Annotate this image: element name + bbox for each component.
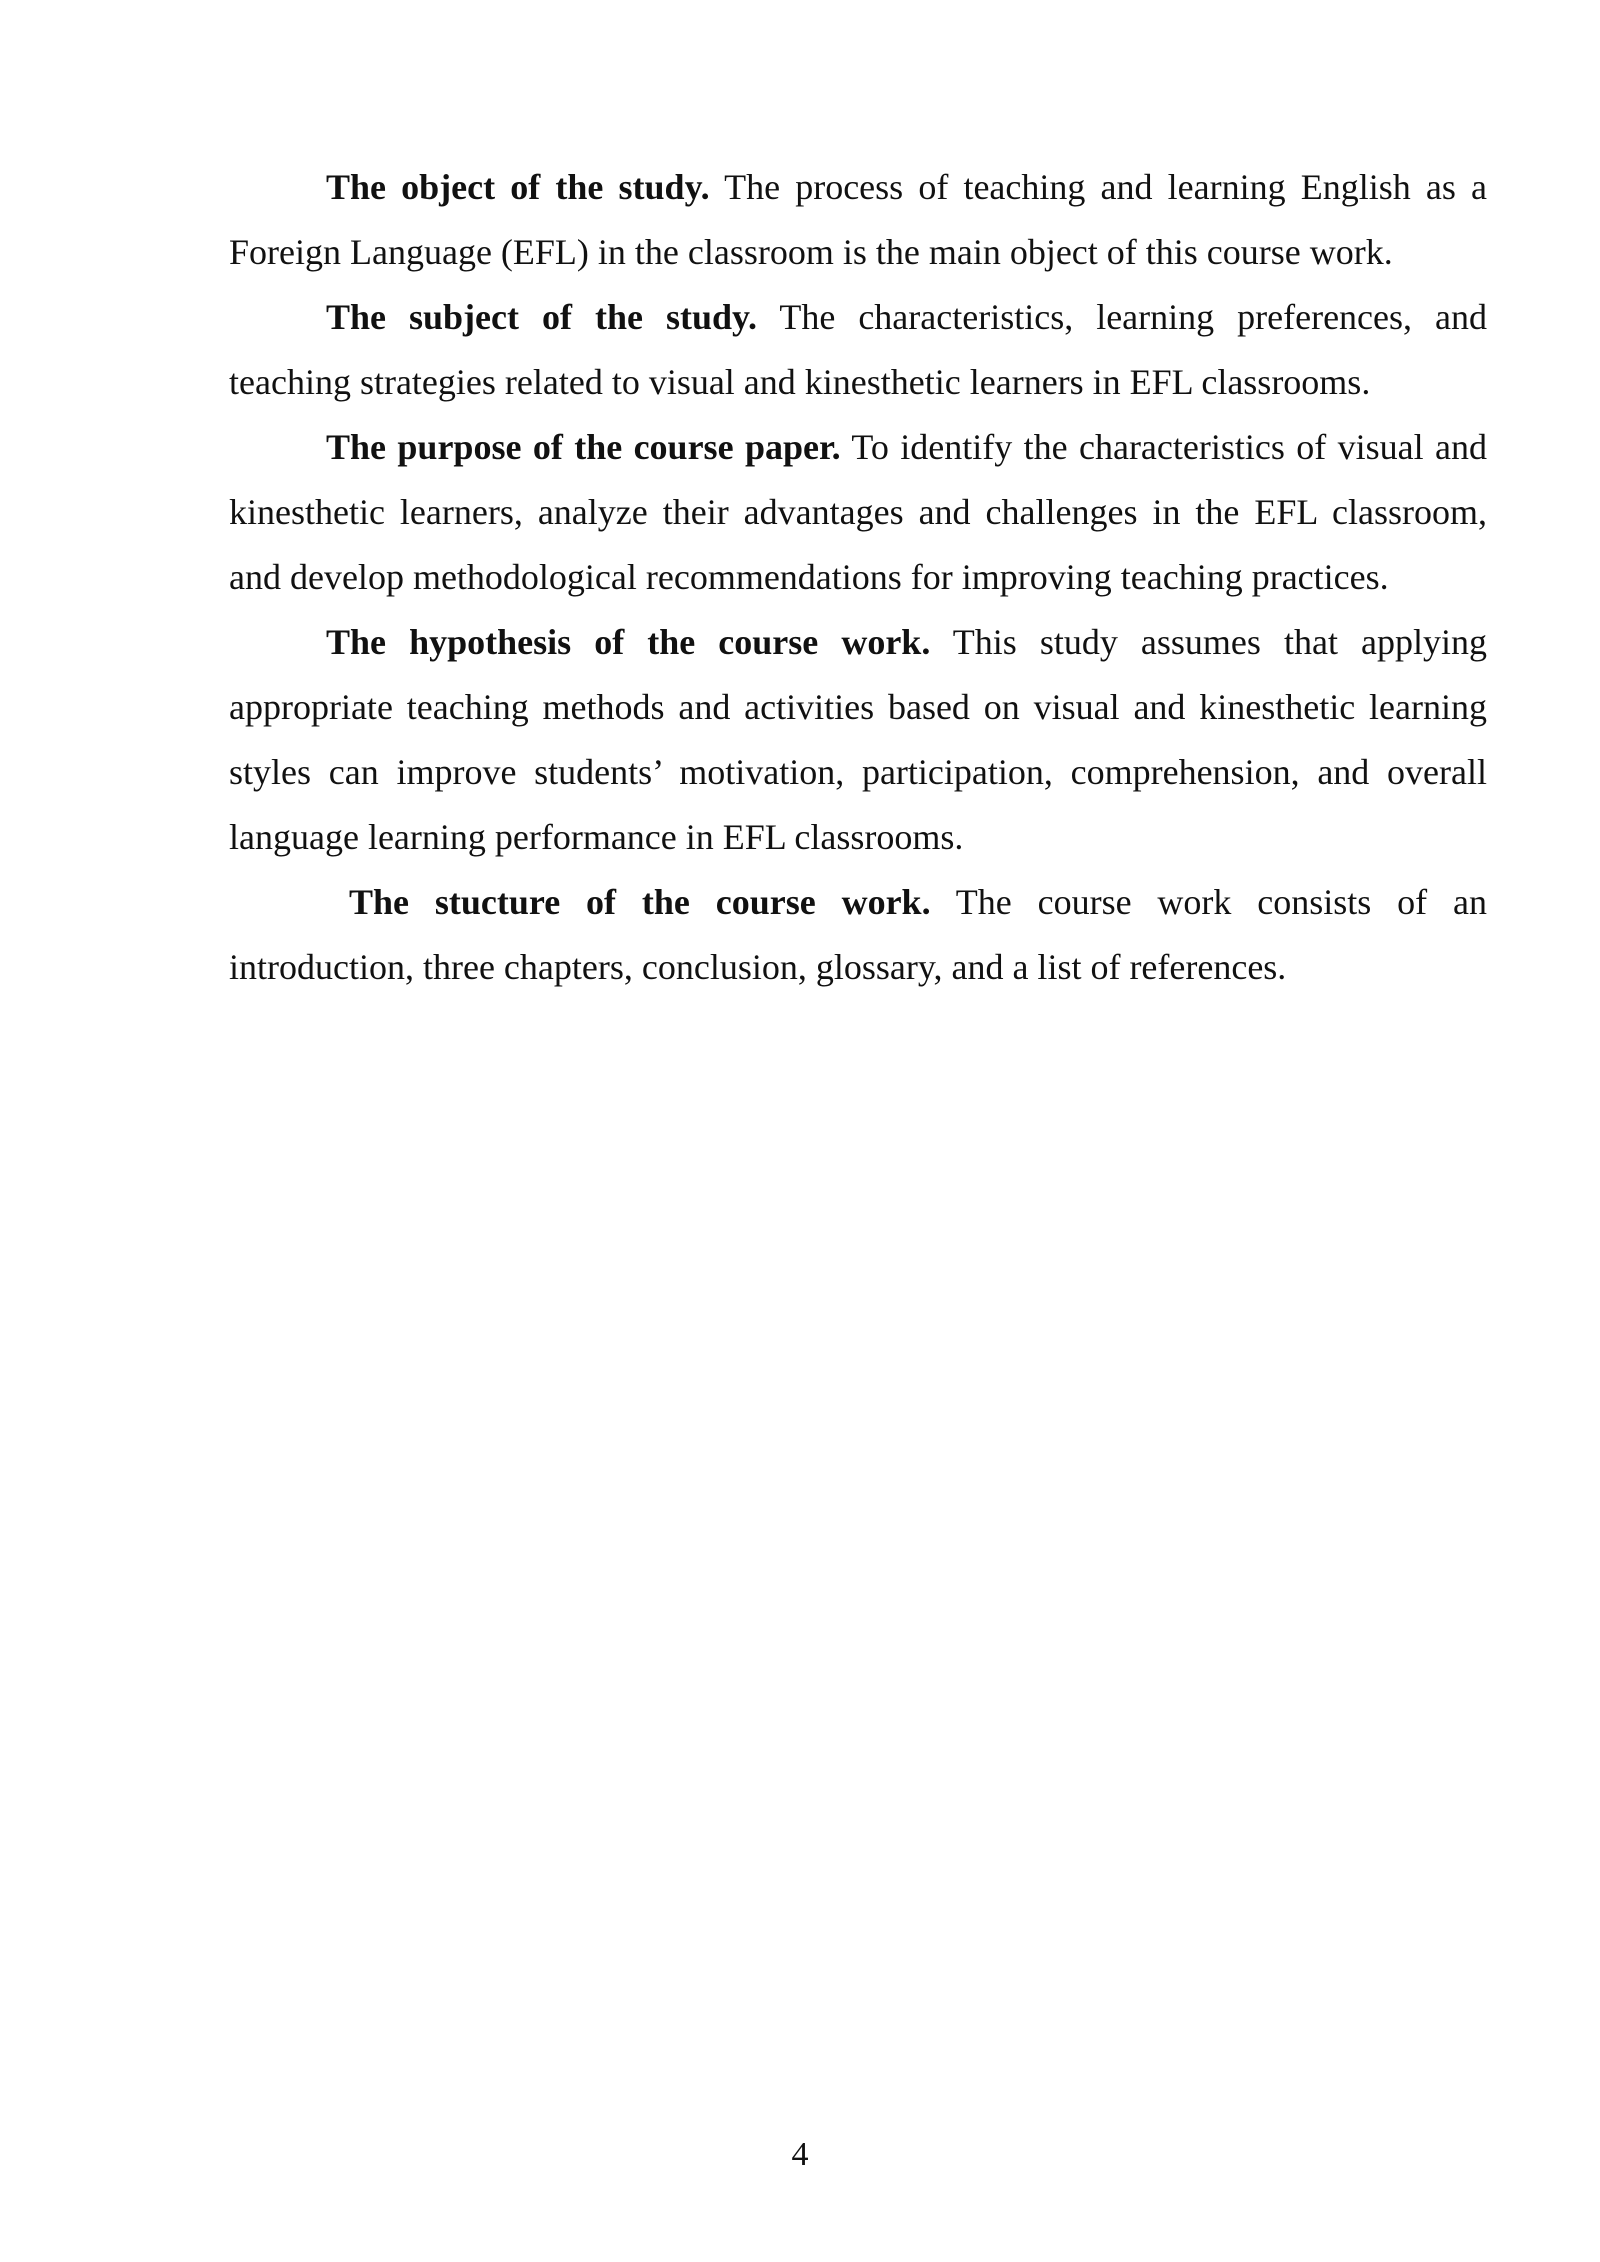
body-text (229, 155, 1487, 1000)
paragraph-text: The characteristics, learning preferences, and teaching strategies related to visual and kinesthetic learners in EFL classrooms. (229, 297, 1487, 402)
paragraph-text: To identify the characteristics of visual and kinesthetic learners, analyze their advantages and challenges in the EFL classroom, and develop methodological recommendations for improving teaching practices. (229, 427, 1487, 597)
paragraph-structure (229, 870, 1487, 1000)
paragraph-purpose (229, 415, 1487, 610)
paragraph-lead: The hypothesis of the course work. (326, 622, 931, 662)
paragraph-lead: The object of the study. (326, 167, 710, 207)
paragraph-lead: The purpose of the course paper. (326, 427, 841, 467)
paragraph-lead: The stucture of the course work. (349, 882, 931, 922)
paragraph-text: The course work consists of an introduction, three chapters, conclusion, glossary, and a list of references. (229, 882, 1487, 987)
paragraph-lead: The subject of the study. (326, 297, 758, 337)
paragraph-text: This study assumes that applying appropriate teaching methods and activities based on visual and kinesthetic learning styles can improve students’ motivation, participation, comprehension, and overall language learning performance in EFL classrooms. (229, 622, 1487, 857)
page-number: 4 (791, 2136, 809, 2173)
paragraph-object-of-study (229, 155, 1487, 285)
paragraph-hypothesis (229, 610, 1487, 870)
paragraph-text: The process of teaching and learning English as a Foreign Language (EFL) in the classroom is the main object of this course work. (229, 167, 1488, 272)
paragraph-subject-of-study (229, 285, 1487, 415)
